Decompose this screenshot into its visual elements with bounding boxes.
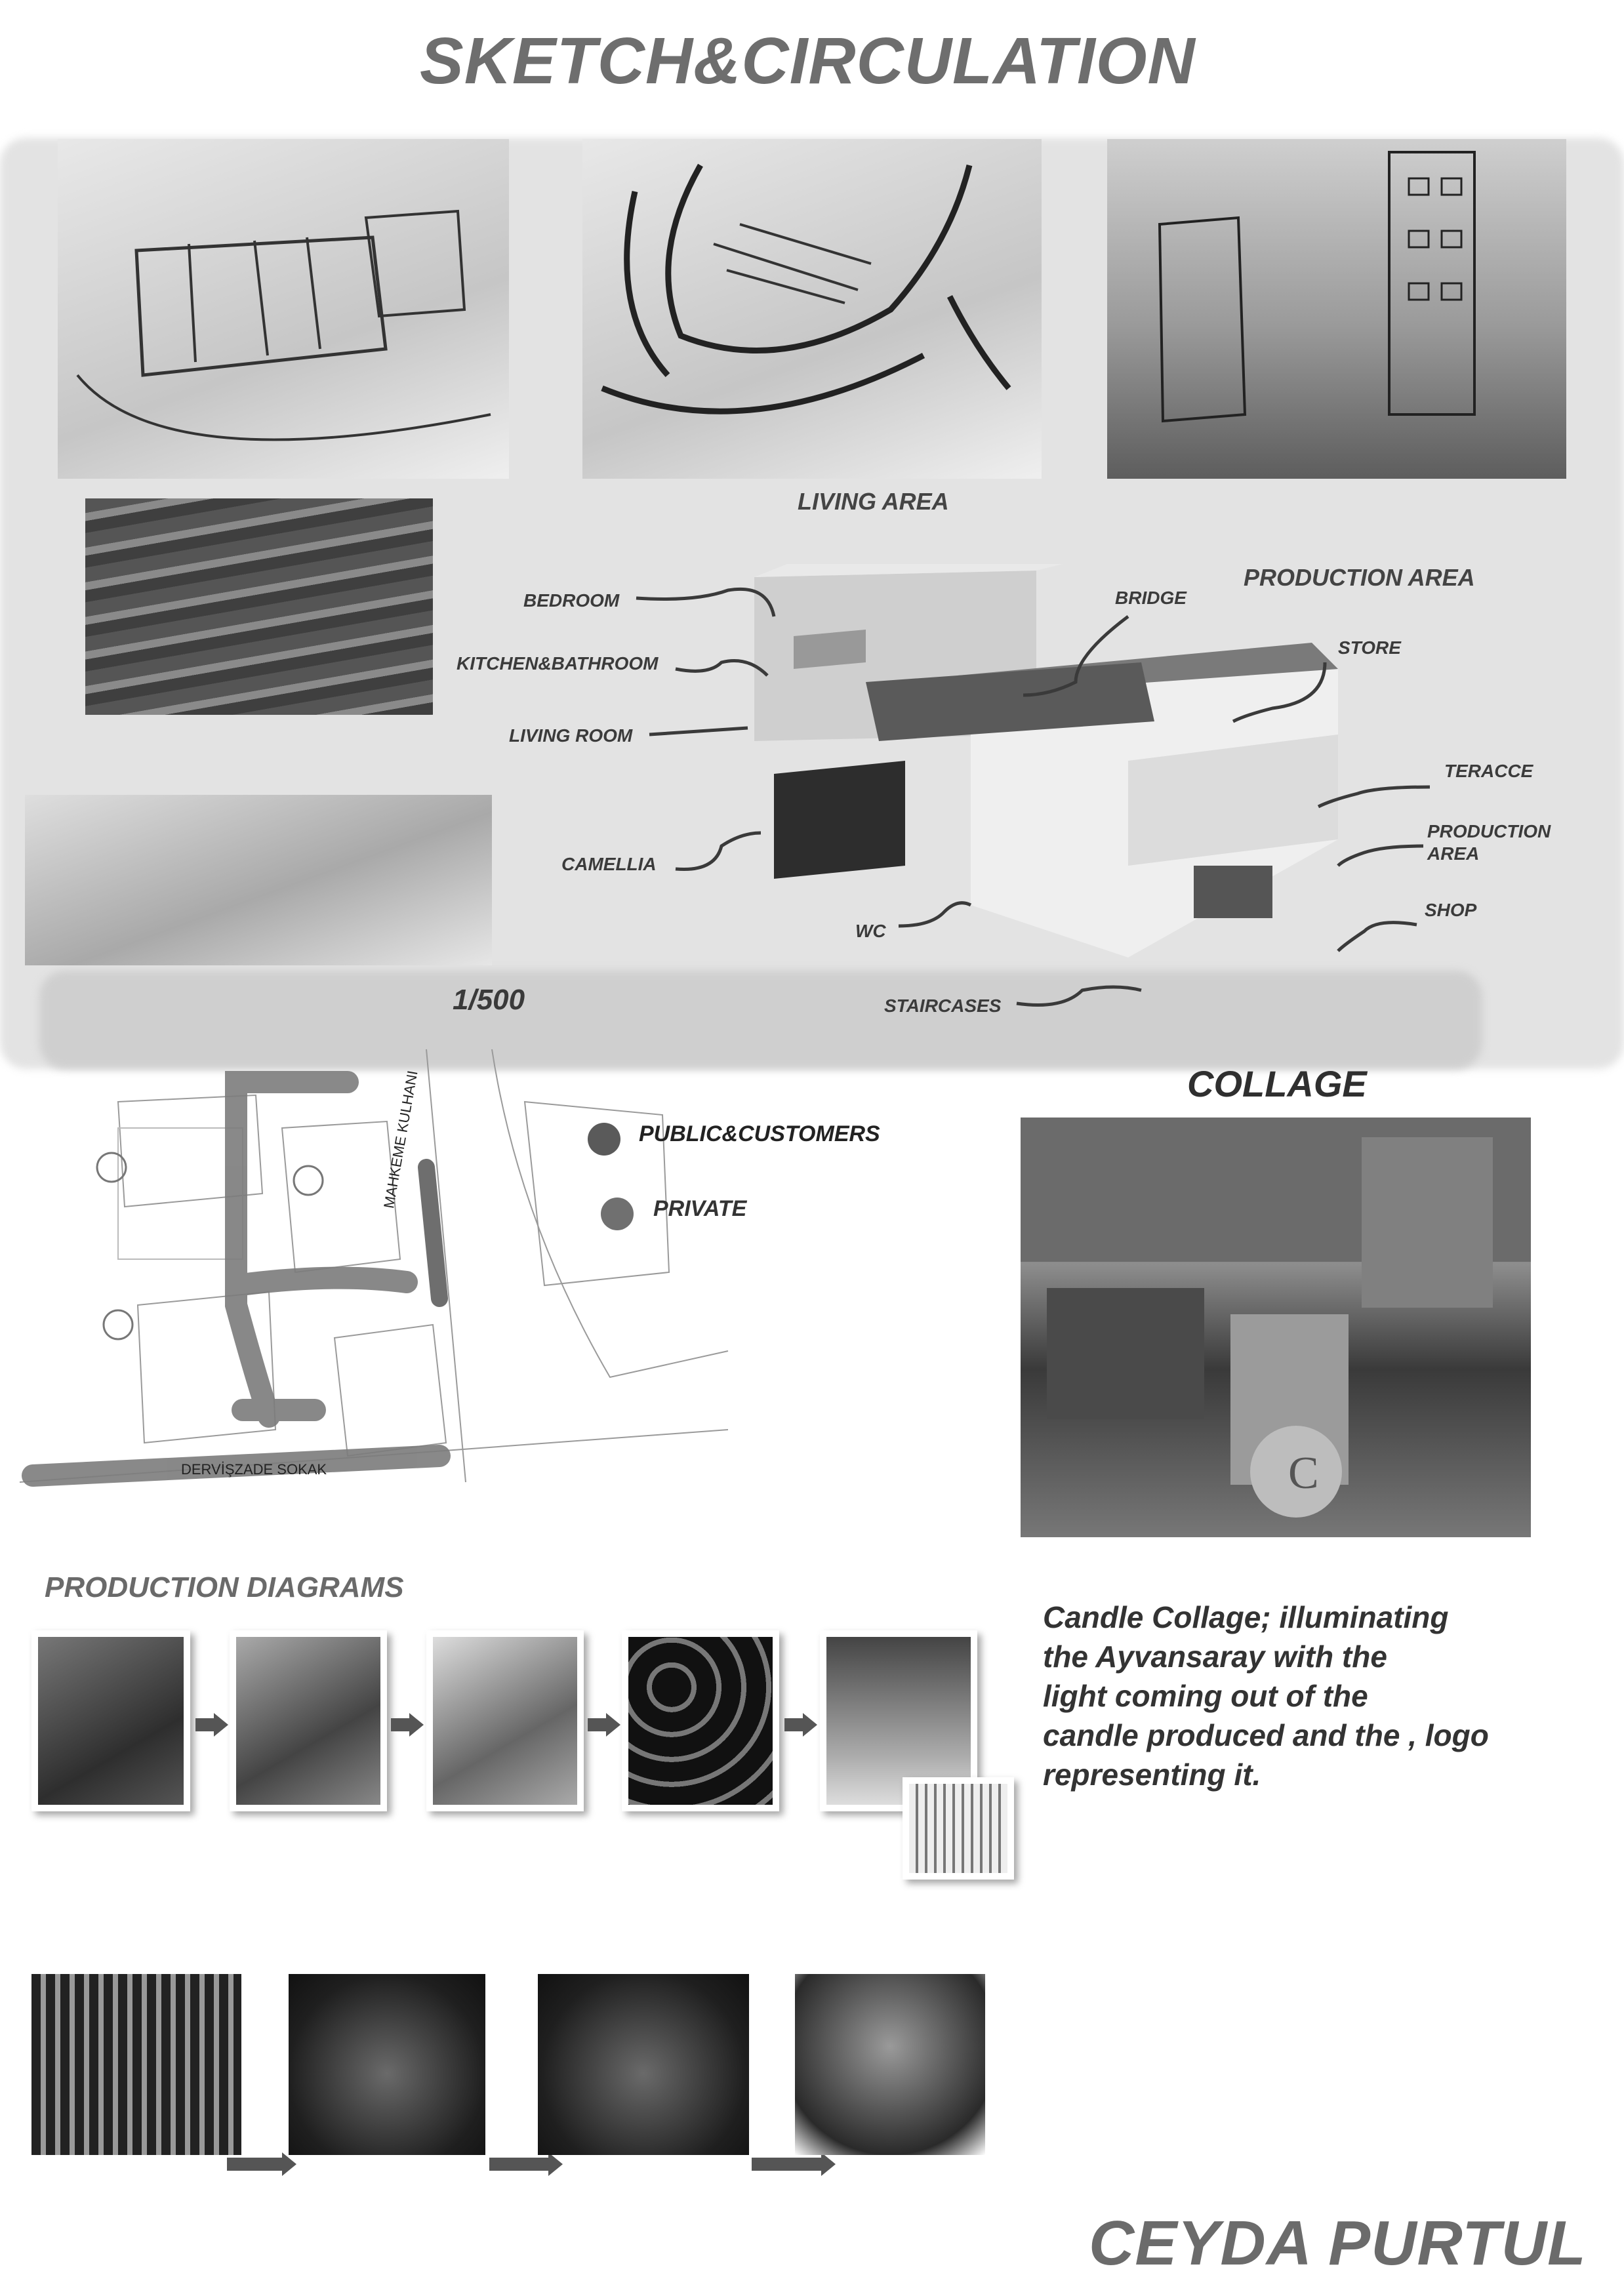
legend-private-label: PRIVATE — [653, 1196, 747, 1221]
production-area-label-line2: AREA — [1427, 843, 1480, 864]
flow-arrow — [195, 1718, 214, 1731]
candle-machine-photo — [538, 1974, 749, 2155]
plan-sketch-drawing — [582, 139, 1042, 479]
living-room-label: LIVING ROOM — [509, 725, 633, 746]
flow-arrow — [489, 2158, 548, 2171]
workshop-photo — [289, 1974, 485, 2155]
production-step-5-detail-photo — [903, 1777, 1014, 1880]
production-step-3-photo — [426, 1630, 584, 1811]
production-step-2-photo — [230, 1630, 387, 1811]
caption-line-3: light coming out of the — [1043, 1679, 1368, 1713]
legend-public-dot — [588, 1123, 620, 1156]
wc-label: WC — [855, 921, 886, 941]
site-sketch-drawing — [58, 139, 509, 479]
plan-sketch-photo — [582, 139, 1042, 479]
street-label: MAHKEME KULHANI — [380, 1069, 421, 1210]
flow-arrow — [588, 1718, 606, 1731]
street-sketch-photo — [1107, 139, 1566, 479]
collage-image — [1021, 1118, 1531, 1537]
legend-public-label: PUBLIC&CUSTOMERS — [639, 1121, 880, 1146]
bedroom-label: BEDROOM — [523, 590, 620, 611]
topography-model-photo — [85, 498, 433, 715]
kitchen-bathroom-label: KITCHEN&BATHROOM — [457, 653, 659, 674]
staircases-label: STAIRCASES — [884, 996, 1002, 1016]
caption-line-1: Candle Collage; illuminating — [1043, 1600, 1449, 1634]
legend-private-dot — [601, 1198, 634, 1230]
production-area-label-line1: PRODUCTION — [1427, 821, 1551, 841]
collage-logo-letter: C — [1288, 1448, 1319, 1499]
collage-title: COLLAGE — [1187, 1063, 1367, 1104]
bridge-label: BRIDGE — [1115, 588, 1187, 608]
site-plan-drawing — [20, 1023, 754, 1535]
production-step-4-photo — [622, 1630, 779, 1811]
caption-line-4: candle produced and the , logo — [1043, 1718, 1489, 1752]
candle-dipping-photo — [31, 1974, 241, 2155]
scale-label: 1/500 — [453, 984, 525, 1016]
site-sketch-photo — [58, 139, 509, 479]
road-label: DERVİŞZADE SOKAK — [181, 1461, 327, 1478]
production-area-heading: PRODUCTION AREA — [1244, 564, 1475, 591]
building-section-model — [735, 564, 1325, 984]
site-model-photo — [25, 795, 492, 965]
caption-line-5: representing it. — [1043, 1758, 1261, 1792]
caption-line-2: the Ayvansaray with the — [1043, 1640, 1387, 1674]
flow-arrow — [391, 1718, 409, 1731]
teracce-label: TERACCE — [1444, 761, 1533, 781]
author-name: CEYDA PURTUL — [1089, 2208, 1587, 2278]
shop-label: SHOP — [1425, 900, 1477, 920]
living-area-label: LIVING AREA — [798, 488, 949, 515]
candle-mold-photo — [795, 1974, 985, 2155]
street-sketch-drawing — [1107, 139, 1566, 479]
collage-drawing — [1021, 1118, 1531, 1537]
store-label: STORE — [1338, 637, 1401, 658]
flow-arrow — [784, 1718, 803, 1731]
production-diagrams-title: PRODUCTION DIAGRAMS — [45, 1571, 404, 1603]
production-step-1-photo — [31, 1630, 190, 1811]
flow-arrow — [752, 2158, 821, 2171]
flow-arrow — [227, 2158, 282, 2171]
collage-caption — [1043, 1598, 1489, 1794]
page-title: SKETCH&CIRCULATION — [420, 24, 1196, 98]
camellia-label: CAMELLIA — [561, 854, 657, 874]
